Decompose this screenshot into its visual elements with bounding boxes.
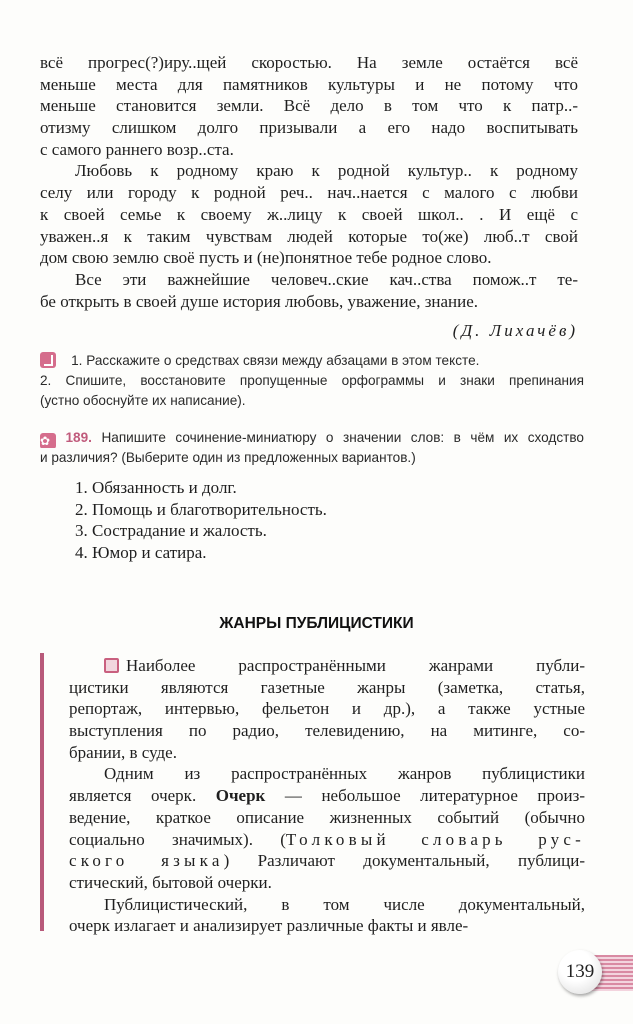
text-line: меньше места для памятников культуры и не потому что [40,74,578,94]
section-line [69,894,585,916]
text-segment: цистики являются газетные жанры (заметка, статья, [69,677,585,697]
text-line: бе открыть в своей душе история любовь, уважение, знание. [40,291,479,311]
section-line [69,915,585,937]
section-line [69,785,585,807]
book-icon [104,658,119,673]
text-segment: Одним из распространённых жанров публицистики [104,764,585,784]
text-line: отизму слишком долго призывали а его надо воспитывать [40,118,578,138]
text-segment: стический, бытовой очерки. [69,872,272,892]
text-segment: является очерк. [69,786,216,806]
text-line: селу или городу к родной реч.. нач..нается с малого с любви [40,183,578,203]
exercise-text: Напишите сочинение-миниатюру о значении слов: в чём их сходство [101,430,584,445]
text-line: уважен..я к таким чувствам людей которые то(же) люб..т свой [40,226,578,246]
section-line [69,850,585,872]
exercise-line-2: и различия? (Выберите один из предложенных вариантов.) [40,450,416,465]
option-item: 1. Обязанность и долг. [75,478,237,497]
text-line: к своей семье к своему ж..лицу к своей школ.. . И ещё с [40,204,578,224]
attribution: (Д. Лихачёв) [452,321,578,340]
text-segment: Публицистический, в том числе документальный, [104,894,585,914]
option-item: 4. Юмор и сатира. [75,543,207,563]
task-text: 1. Расскажите о средствах связи между абзацами в этом тексте. [71,353,480,368]
section-heading: ЖАНРЫ ПУБЛИЦИСТИКИ [219,615,414,632]
exercise-number: 189. [65,430,92,445]
section-text [69,655,585,937]
text-segment: очерк излагает и анализирует различные факты и явле- [69,916,469,936]
task-line-3: (устно обоснуйте их написание). [40,393,246,408]
pencil-task-icon [40,352,56,368]
text-segment: ) Различают документальный, публици- [223,851,585,871]
text-segment: ского языка [69,851,224,871]
section-line [69,829,585,851]
section-line [69,807,585,829]
text-segment: репортаж, интервью, фельетон и др.), а также устные [69,699,585,719]
text-line: с самого раннего возр..ста. [40,139,234,159]
text-segment: ведение, краткое описание жизненных событий (обычно [69,807,585,827]
term-bold: Очерк [215,786,266,806]
section-line [69,872,585,894]
section-line [69,763,585,785]
text-line: Все эти важнейшие человеч..ские кач..ства помож..т те- [75,269,578,289]
section-margin-bar [40,653,44,931]
text-line: всё прогрес(?)иру..щей скоростью. На земле остаётся всё [40,53,578,72]
task-line-1 [40,351,584,371]
task-line-2: 2. Спишите, восстановите пропущенные орфограммы и знаки препинания [40,373,584,388]
text-segment: Наиболее распространёнными жанрами публи- [126,656,585,675]
task-list [40,351,584,411]
text-segment: социально значимых). ( [69,829,286,849]
text-segment: — небольшое литературное произ- [265,786,585,806]
section-line [69,720,585,742]
option-item: 3. Сострадание и жалость. [75,521,267,541]
option-item: 2. Помощь и благотворительность. [75,499,327,519]
section-line [69,698,585,720]
options-list [75,477,327,564]
section-line [69,742,585,764]
star-icon: ✿ [40,433,56,448]
exercise-189 [40,428,584,468]
text-line: меньше становится земли. Всё дело в том что к патр..- [40,96,578,116]
text-segment: брании, в суде. [69,742,177,762]
section-line [69,655,585,677]
text-excerpt [40,52,578,312]
section-line [69,677,585,699]
text-segment: выступления по радио, телевидению, на митинге, со- [69,721,585,741]
text-segment: Толковый словарь рус- [285,829,585,849]
page-number: 139 [558,950,602,994]
text-line: Любовь к родному краю к родной культур.. к родному [75,161,578,181]
exercise-line-1 [40,428,584,448]
text-line: дом свою землю своё пусть и (не)понятное тебе родное слово. [40,248,492,268]
